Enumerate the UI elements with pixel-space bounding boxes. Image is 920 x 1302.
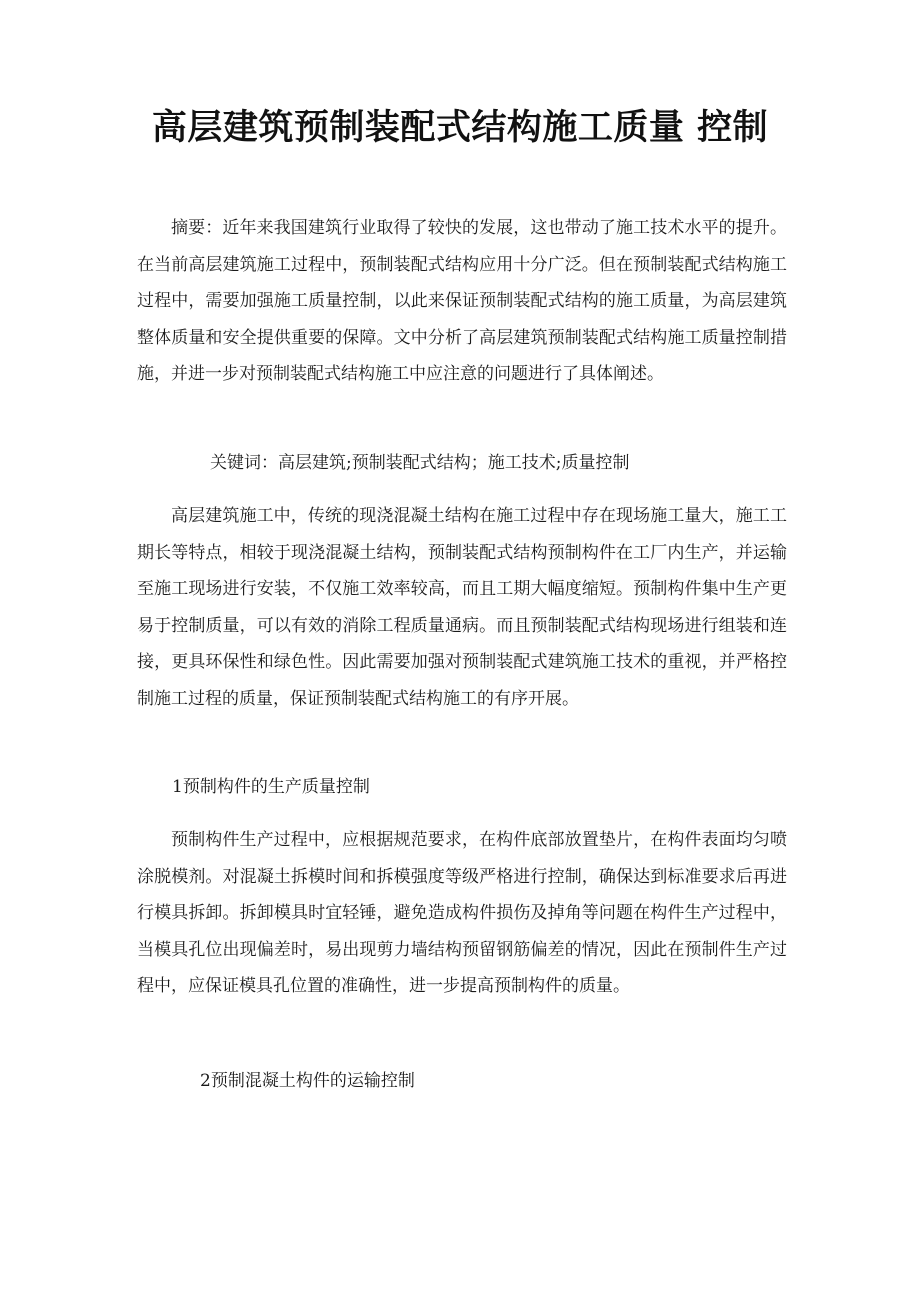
intro-paragraph: 高层建筑施工中，传统的现浇混凝土结构在施工过程中存在现场施工量大，施工工期长等特点，相较于现浇混凝土结构，预制装配式结构预制构件在工厂内生产，并运输至施工现场进行安装，不仅施工效率较高，而且工期大幅度缩短。预制构件集中生产更易于控制质量，可以有效的消除工程质量通病。而且预制装配式结构现场进行组装和连接，更具环保性和绿色性。因此需要加强对预制装配式建筑施工技术的重视，并严格控制施工过程的质量，保证预制装配式结构施工的有序开展。 bbox=[137, 506, 787, 709]
section-2-heading: 2预制混凝土构件的运输控制 bbox=[200, 1071, 415, 1091]
keywords-line: 关键词：高层建筑;预制装配式结构；施工技术;质量控制 bbox=[210, 453, 630, 473]
section-1-heading: 1预制构件的生产质量控制 bbox=[172, 777, 370, 797]
section-1-paragraph: 预制构件生产过程中，应根据规范要求，在构件底部放置垫片，在构件表面均匀喷涂脱模剂。对混凝土拆模时间和拆模强度等级严格进行控制，确保达到标准要求后再进行模具拆卸。拆卸模具时宜轻锤，避免造成构件损伤及掉角等问题在构件生产过程中，当模具孔位出现偏差时，易出现剪力墙结构预留钢筋偏差的情况，因此在预制件生产过程中，应保证模具孔位置的准确性，进一步提高预制构件的质量。 bbox=[137, 830, 787, 996]
document-title: 高层建筑预制装配式结构施工质量 控制 bbox=[151, 108, 769, 148]
abstract-paragraph: 摘要：近年来我国建筑行业取得了较快的发展，这也带动了施工技术水平的提升。在当前高层建筑施工过程中，预制装配式结构应用十分广泛。但在预制装配式结构施工过程中，需要加强施工质量控制，以此来保证预制装配式结构的施工质量，为高层建筑整体质量和安全提供重要的保障。文中分析了高层建筑预制装配式结构施工质量控制措施，并进一步对预制装配式结构施工中应注意的问题进行了具体阐述。 bbox=[137, 218, 787, 384]
